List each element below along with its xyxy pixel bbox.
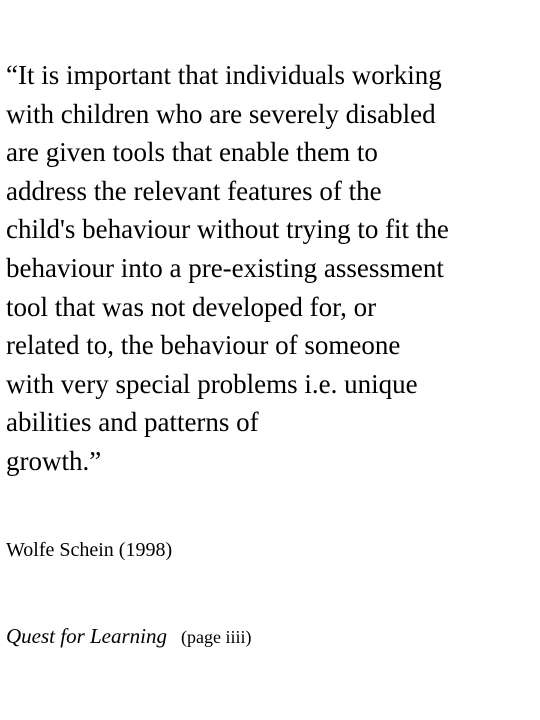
quote-line: related to, the behaviour of someone — [6, 330, 401, 361]
quote-line: growth.” — [6, 445, 102, 476]
quote-line: with very special problems i.e. unique — [6, 368, 418, 399]
quote-line: with children who are severely disabled — [6, 98, 436, 129]
book-title: Quest for Learning — [6, 624, 168, 648]
quote-line: address the relevant features of the — [6, 175, 382, 206]
quote-source — [6, 622, 252, 653]
quote-line: tool that was not developed for, or — [6, 291, 377, 322]
quote-author: Wolfe Schein (1998) — [6, 539, 173, 561]
quote-text — [6, 56, 536, 481]
quote-line: abilities and patterns of — [6, 407, 259, 438]
quote-line: child's behaviour without trying to fit the — [6, 214, 449, 245]
quote-line: “It is important that individuals working — [6, 60, 442, 90]
quote-line: behaviour into a pre-existing assessment — [6, 252, 444, 283]
quote-line: are given tools that enable them to — [6, 137, 378, 168]
page-reference: (page iiii) — [181, 627, 252, 647]
